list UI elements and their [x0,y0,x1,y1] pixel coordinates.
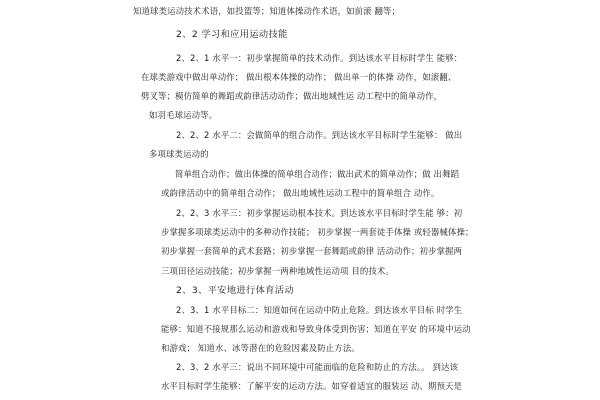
text-line-13: 初步掌握一套简单的武术套路；初步掌握一套舞蹈或韵律 活动动作；初步掌握两 [161,246,463,256]
section-heading-2-2: 2、2 学习和应用运动技能 [176,29,288,40]
text-line-8: 多项球类运动的 [149,149,209,159]
subsection-2-3-2: 2、3、2 水平三：说出不同环境中可能面临的危险和防止的方法。。 到达该 [176,362,459,372]
text-line-1: 知道球类运动技术术语，如投篮等；知道体操动作术语，如前滚 翻等； [133,6,401,16]
text-line-14: 三项田径运动技能；初步掌握一两种地域性运动项 目的技术。 [161,266,394,276]
section-heading-2-3: 2、3、平安地进行体育活动 [176,285,294,296]
text-line-6: 如羽毛球运动等。 [149,110,218,120]
text-line-18: 和游戏； 知道水、冰等潜在的危险因素及防止方法。 [161,343,360,353]
subsection-2-2-2: 2、2、2 水平二：会做简单的组合动作。到达该水平目标时学生能够： 做出 [176,130,463,140]
subsection-2-3-1: 2、3、1 水平目标二：知道如何在运动中防止危险。到达该水平目标 时学生 [176,305,463,315]
text-line-4: 在球类游戏中做出单动作； 做出根本体操的动作； 做出单一的体操 动作，如滚翻、 [141,72,457,82]
subsection-2-2-1: 2、2、1 水平一：初步掌握简单的技术动作。到达该水平目标时学生 能够： [176,53,463,63]
text-line-10: 或韵律活动中的简单组合动作； 做出地域性运动工程中的简单组合 动作。 [161,188,440,198]
text-line-5: 劈叉等；模仿简单的舞蹈或韵律活动动作；做出地域性运 动工程中的简单动作， [141,91,443,101]
subsection-2-2-3: 2、2、3 水平三：初步掌握运动根本技术。到达该水平目标时学生能 够：初 [176,208,463,218]
text-line-12: 步掌握多项球类运动中的多种动作技能； 初步掌握一两套徒手体操 或轻器械体操； [161,227,474,237]
text-line-9: 简单组合动作；做出体操的简单组合动作；做出武术的简单动作；做 出舞蹈 [175,169,460,179]
text-line-20: 水平目标时学生能够：了解平安的运动方法。如穿着适宜的服装运 动、期预天是 [161,381,463,391]
text-line-17: 能够：知道不接规那么运动和游戏和导致身体受到伤害；知道在平安 的环境中运动 [161,324,471,334]
